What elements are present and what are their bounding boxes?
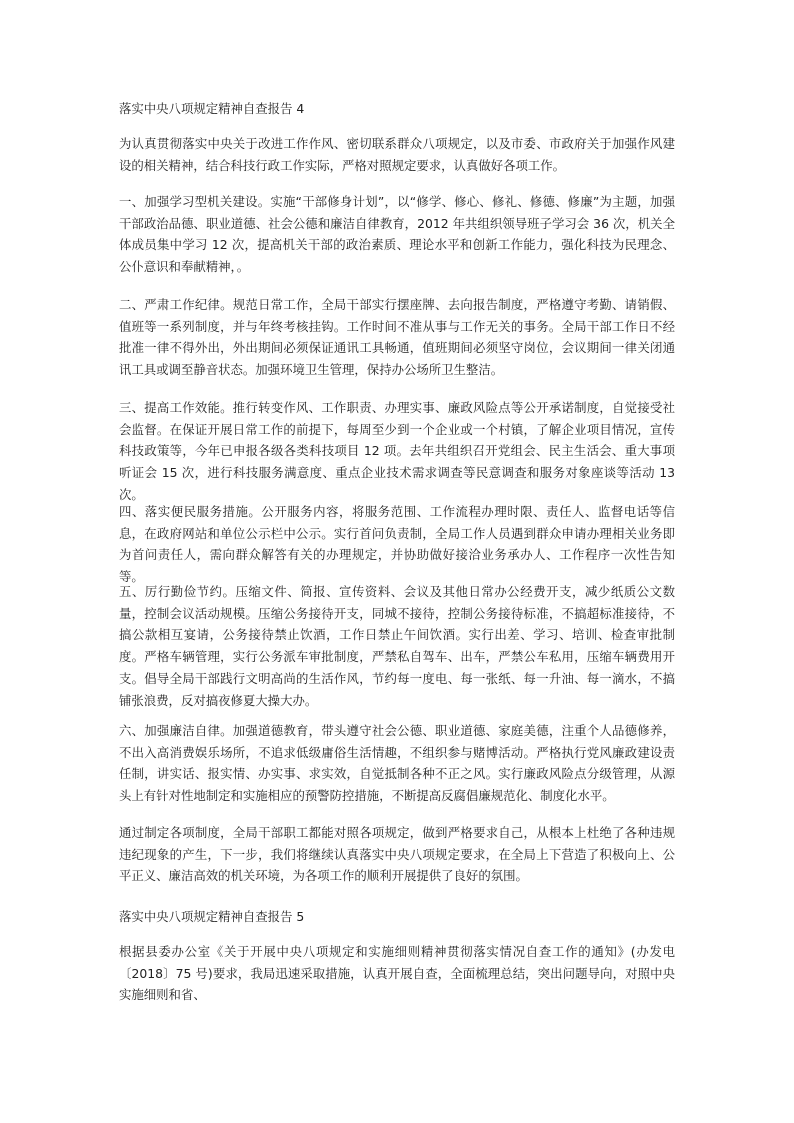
section-6-paragraph: 六、加强廉洁自律。加强道德教育，带头遵守社会公德、职业道德、家庭美德，注重个人品德修养，不出入高消费娱乐场所，不追求低级庸俗生活情趣，不组织参与赌博活动。严格执行党风廉政建设责任制，讲实话、报实情、办实事、求实效，自觉抵制各种不正之风。实行廉政风险点分级管理，从源头上有针对性地制定和实施相应的预警防控措施，不断提高反腐倡廉规范化、制度化水平。 bbox=[119, 723, 675, 804]
report-5-intro-paragraph: 根据县委办公室《关于开展中央八项规定和实施细则精神贯彻落实情况自查工作的通知》(办发电〔2018〕75 号)要求，我局迅速采取措施，认真开展自查，全面梳理总结，突出问题导向，对照中央实施细则和省、 bbox=[119, 944, 675, 1003]
section-5-paragraph: 五、厉行勤俭节约。压缩文件、简报、宣传资料、会议及其他日常办公经费开支，减少纸质公文数量，控制会议活动规模。压缩公务接待开支，同城不接待，控制公务接待标准，不搞超标准接待，不搞公款相互宴请，公务接待禁止饮酒，工作日禁止午间饮酒。实行出差、学习、培训、检查审批制度。严格车辆管理，实行公务派车审批制度，严禁私自驾车、出车，严禁公车私用，压缩车辆费用开支。倡导全局干部践行文明高尚的生活作风，节约每一度电、每一张纸、每一升油、每一滴水，不搞铺张浪费，反对搞夜修夏大操大办。 bbox=[119, 584, 675, 708]
report-5-title: 落实中央八项规定精神自查报告 5 bbox=[119, 909, 305, 924]
section-3-paragraph: 三、提高工作效能。推行转变作风、工作职责、办理实事、廉政风险点等公开承诺制度，自觉接受社会监督。在保证开展日常工作的前提下，每周至少到一个企业或一个村镇，了解企业项目情况，宣传科技政策等，今年已申报各级各类科技项目 12 项。去年共组织召开党组会、民主生活会、重大事项听证会 15 次，进行科技服务满意度、重点企业技术需求调查等民意调查和服务对象座谈等活动 13 次。 bbox=[119, 400, 675, 502]
intro-paragraph: 为认真贯彻落实中央关于改进工作作风、密切联系群众八项规定，以及市委、市政府关于加强作风建设的相关精神，结合科技行政工作实际，严格对照规定要求，认真做好各项工作。 bbox=[119, 136, 675, 173]
report-4-title: 落实中央八项规定精神自查报告 4 bbox=[119, 101, 305, 116]
section-1-paragraph: 一、加强学习型机关建设。实施“干部修身计划”，以“修学、修心、修礼、修德、修廉”为主题，加强干部政治品德、职业道德、社会公德和廉洁自律教育，2012 年共组织领导班子学习会 36 次，机关全体成员集中学习 12 次，提高机关干部的政治素质、理论水平和创新工作能力，强化科技为民理念、公仆意识和奉献精神，。 bbox=[119, 194, 675, 275]
section-4-paragraph: 四、落实便民服务措施。公开服务内容，将服务范围、工作流程办理时限、责任人、监督电话等信息，在政府网站和单位公示栏中公示。实行首问负责制，全局工作人员遇到群众申请办理相关业务即为首问责任人，需向群众解答有关的办理规定，并协助做好接洽业务承办人、工作程序一次性告知等。 bbox=[119, 504, 675, 585]
conclusion-paragraph: 通过制定各项制度，全局干部职工都能对照各项规定，做到严格要求自己，从根本上杜绝了各种违规违纪现象的产生，下一步，我们将继续认真落实中央八项规定要求，在全局上下营造了积极向上、公平正义、廉洁高效的机关环境，为各项工作的顺利开展提供了良好的氛围。 bbox=[119, 825, 675, 884]
section-2-paragraph: 二、严肃工作纪律。规范日常工作，全局干部实行摆座牌、去向报告制度，严格遵守考勤、请销假、值班等一系列制度，并与年终考核挂钩。工作时间不准从事与工作无关的事务。全局干部工作日不经批准一律不得外出，外出期间必须保证通讯工具畅通，值班期间必须坚守岗位，会议期间一律关闭通讯工具或调至静音状态。加强环境卫生管理，保持办公场所卫生整洁。 bbox=[119, 297, 675, 378]
